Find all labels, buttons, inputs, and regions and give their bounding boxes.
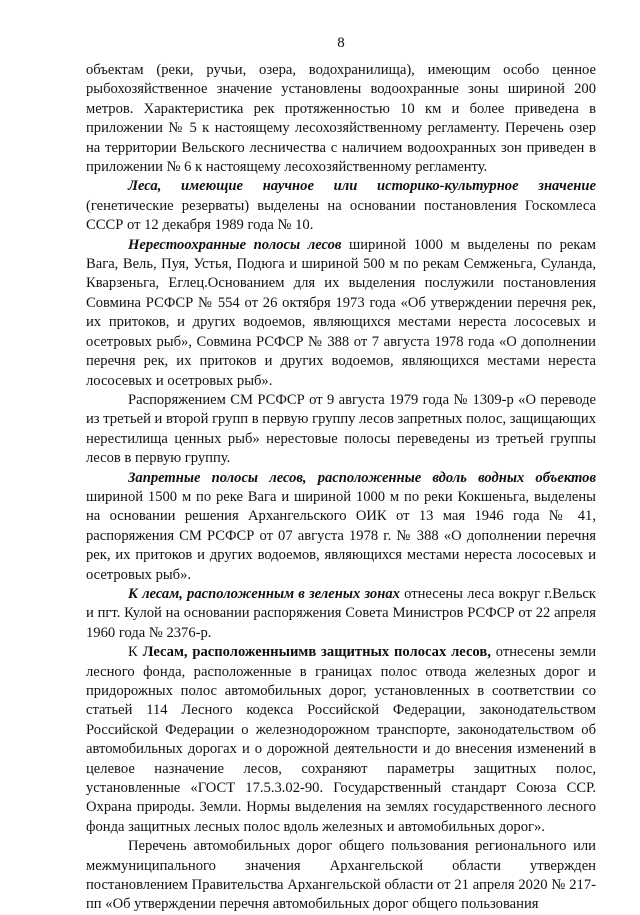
paragraph-water-protection-zones: [86, 61, 596, 177]
paragraph-scientific-forests: [86, 177, 596, 235]
paragraph-text: отнесены земли лесного фонда, расположенные в границах полос отвода железных дорог и придорожных полос автомобильных дорог, установленных в соответствии со статьей 114 Лесного кодекса Российской Федерации, законодательством Российской Федерации о железнодорожном транспорте, законодательством об автомобильных дорогах и о дорожной деятельности и до внесения изменений в целевое назначение лесов, сохраняют параметры защитных полос, установленные «ГОСТ 17.5.3.02-90. Государственный стандарт Союза ССР. Охрана природы. Земли. Нормы выделения на землях государственного лесного фонда защитных лесных полос вдоль железных и автомобильных дорог».: [86, 644, 597, 835]
paragraph-road-list: [86, 837, 596, 915]
paragraph-text: шириной 1500 м по реке Вага и шириной 1000 м по реки Кокшеньга, выделены на основании решения Архангельского ОИК от 13 мая 1946 года № 41, распоряжения СМ РСФСР от 07 августа 1978 г. № 388 «О дополнении перечня рек, их притоков и других водоемов, являющихся местами нереста лососевых и осетровых рыб».: [86, 488, 596, 583]
paragraph-heading-emphasis: Запретные полосы лесов, расположенные вдоль водных объектов: [128, 469, 596, 486]
paragraph-text: отнесены леса вокруг г.Вельск и пгт. Кулой на основании распоряжения Совета Министров РСФСР от 22 апреля 1960 года № 2376-р.: [86, 585, 596, 641]
paragraph-heading-emphasis: Нерестоохранные полосы лесов: [128, 236, 342, 253]
paragraph-spawning-protection-strips: [86, 236, 596, 391]
paragraph-spawning-transfer-order: [86, 391, 596, 469]
paragraph-text: Перечень автомобильных дорог общего пользования регионального или межмуниципального значения Архангельской области утвержден постановлением Правительства Архангельской области от 21 апреля 2020 № 217-пп «Об утверждении перечня автомобильных дорог общего пользования: [86, 838, 596, 913]
page-number: 8: [337, 35, 345, 51]
paragraph-text: К: [128, 644, 143, 661]
paragraph-heading-emphasis: Леса, имеющие научное или историко-культурное значение: [128, 178, 596, 195]
paragraph-restricted-strips: [86, 469, 596, 585]
paragraph-text: объектам (реки, ручьи, озера, водохранилища), имеющим особо ценное рыбохозяйственное значение установлены водоохранные зоны шириной 200 метров. Характеристика рек протяженностью 10 км и более приведена в приложении № 5 к настоящему лесохозяйственному регламенту. Перечень озер на территории Вельского лесничества с наличием водоохранных зон приведен в приложении № 6 к настоящему лесохозяйственному регламенту.: [86, 62, 596, 176]
document-page: [86, 34, 596, 915]
paragraph-text: (генетические резерваты) выделены на основании постановления Госкомлеса СССР от 12 декабря 1989 года № 10.: [86, 197, 596, 234]
paragraph-text: Распоряжением СМ РСФСР от 9 августа 1979 года № 1309-р «О переводе из третьей и второй групп в первую группу лесов запретных полос, защищающих нерестилища ценных рыб» нерестовые полосы переведены из третьей группы лесов в первую группу.: [86, 391, 596, 467]
paragraph-heading-emphasis: К лесам, расположенным в зеленых зонах: [128, 585, 400, 602]
paragraph-protective-strips: [86, 643, 596, 837]
paragraph-green-zones: [86, 585, 596, 643]
paragraph-text: шириной 1000 м выделены по рекам Вага, Вель, Пуя, Устья, Подюга и шириной 500 м по рекам Семженьга, Суланда, Кварзеньга, Еглец.Основанием для их выделения послужили постановления Совмина РСФСР № 554 от 26 октября 1973 года «Об утверждении перечня рек, их притоков, и других водоемов, являющихся местами нереста лососевых и осетровых рыб», Совмина РСФСР № 388 от 7 августа 1978 года «О дополнении перечня рек, их притоков и других водоемов, являющихся местами нереста лососевых и осетровых рыб».: [86, 236, 596, 389]
paragraph-heading-emphasis: Лесам, расположенныимв защитных полосах лесов,: [142, 644, 491, 661]
